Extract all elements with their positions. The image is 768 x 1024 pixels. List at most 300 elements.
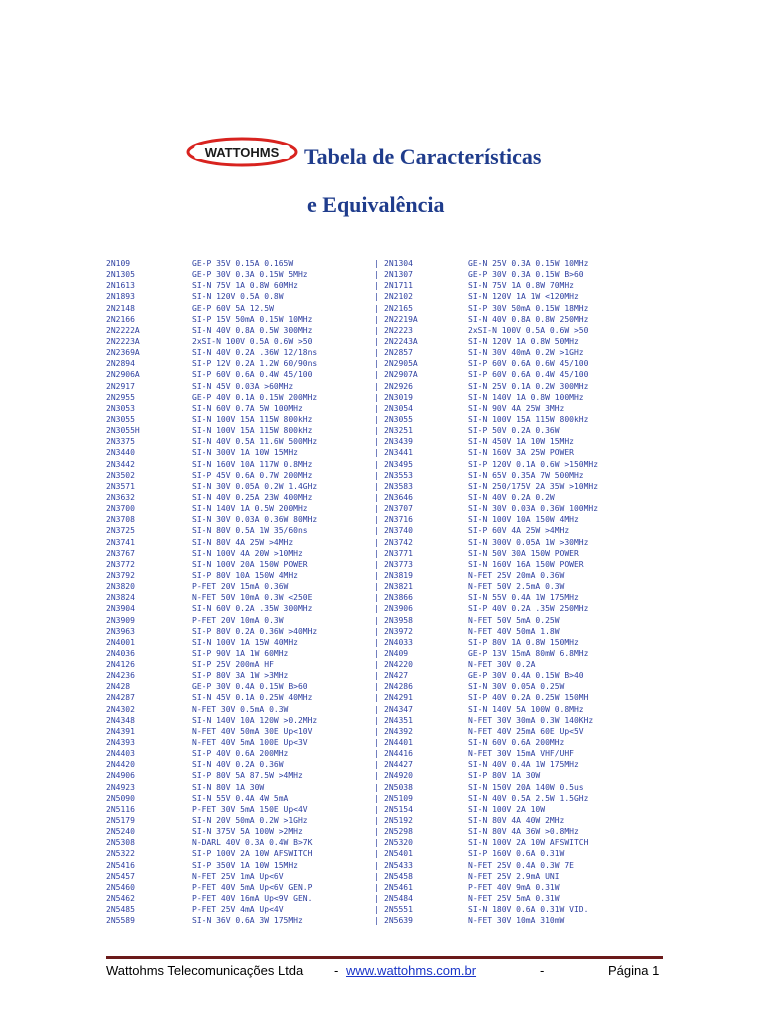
part-description: SI-N 30V 40mA 0.2W >1GHz: [468, 348, 584, 358]
part-code: 2N3772: [106, 559, 135, 569]
part-code: 2N3824: [106, 593, 135, 603]
part-description: GE-P 30V 0.4A 0.15W B>40: [468, 671, 584, 681]
part-code: 2N3725: [106, 526, 135, 536]
table-row: [106, 681, 676, 692]
part-description: P-FET 40V 16mA Up<9V GEN.: [192, 894, 313, 904]
part-code: 2N5485: [106, 905, 135, 915]
table-row: [106, 860, 676, 871]
table-row: [106, 893, 676, 904]
part-description: SI-N 60V 0.7A 5W 100MHz: [192, 403, 303, 413]
part-code: 2N3055: [384, 414, 413, 424]
column-separator: |: [374, 359, 379, 369]
table-row: [106, 648, 676, 659]
part-code: 2N2165: [384, 303, 413, 313]
column-separator: |: [374, 738, 379, 748]
table-row: [106, 347, 676, 358]
part-description: SI-N 45V 0.03A >60MHz: [192, 381, 294, 391]
part-description: SI-N 60V 0.2A .35W 300MHz: [192, 604, 313, 614]
part-description: SI-N 100V 15A 115W 800kHz: [192, 426, 313, 436]
table-row: [106, 871, 676, 882]
table-row: [106, 804, 676, 815]
column-separator: |: [374, 292, 379, 302]
part-code: 2N3054: [384, 403, 413, 413]
part-code: 2N2905A: [384, 359, 418, 369]
column-separator: |: [374, 682, 379, 692]
table-row: [106, 470, 676, 481]
table-row: [106, 503, 676, 514]
part-code: 2N3700: [106, 504, 135, 514]
column-separator: |: [374, 336, 379, 346]
part-code: 2N3773: [384, 559, 413, 569]
part-code: 2N3972: [384, 626, 413, 636]
part-code: 2N3767: [106, 548, 135, 558]
table-row: [106, 559, 676, 570]
column-separator: |: [374, 671, 379, 681]
table-row: [106, 692, 676, 703]
part-code: 2N3866: [384, 593, 413, 603]
part-code: 2N4393: [106, 738, 135, 748]
part-code: 2N3958: [384, 615, 413, 625]
part-description: SI-N 100V 10A 150W 4MHz: [468, 515, 579, 525]
part-description: SI-N 120V 0.5A 0.8W: [192, 292, 284, 302]
part-code: 2N2857: [384, 348, 413, 358]
table-row: [106, 581, 676, 592]
part-description: SI-N 50V 30A 150W POWER: [468, 548, 579, 558]
part-code: 2N1613: [106, 281, 135, 291]
part-description: SI-N 140V 1A 0.8W 100MHz: [468, 392, 584, 402]
part-code: 2N3053: [106, 403, 135, 413]
part-code: 2N3441: [384, 448, 413, 458]
part-code: 2N3904: [106, 604, 135, 614]
part-description: P-FET 20V 15mA 0.36W: [192, 582, 289, 592]
part-description: SI-N 65V 0.35A 7W 500MHz: [468, 470, 584, 480]
footer-website-link[interactable]: www.wattohms.com.br: [346, 963, 477, 978]
part-description: SI-N 20V 50mA 0.2W >1GHz: [192, 816, 308, 826]
part-code: 2N1307: [384, 270, 413, 280]
column-separator: |: [374, 782, 379, 792]
part-code: 2N5484: [384, 894, 413, 904]
part-description: SI-N 30V 0.05A 0.25W: [468, 682, 565, 692]
part-code: 2N3251: [384, 426, 413, 436]
part-code: 2N3742: [384, 537, 413, 547]
table-row: [106, 425, 676, 436]
part-code: 2N3708: [106, 515, 135, 525]
table-row: [106, 358, 676, 369]
column-separator: |: [374, 437, 379, 447]
footer-page-number: Página 1: [608, 963, 660, 978]
table-row: [106, 915, 676, 926]
column-separator: |: [374, 816, 379, 826]
table-row: [106, 826, 676, 837]
part-description: N-DARL 40V 0.3A 0.4W B>7K: [192, 838, 313, 848]
column-separator: |: [374, 871, 379, 881]
part-description: N-FET 30V 0.2A: [468, 660, 536, 670]
table-row: [106, 748, 676, 759]
part-code: 2N3716: [384, 515, 413, 525]
part-code: 2N3821: [384, 582, 413, 592]
part-description: GE-N 25V 0.3A 0.15W 10MHz: [468, 259, 589, 268]
part-description: SI-P 80V 10A 150W 4MHz: [192, 570, 298, 580]
column-separator: |: [374, 849, 379, 859]
column-separator: |: [374, 626, 379, 636]
part-code: 2N3440: [106, 448, 135, 458]
part-description: SI-P 120V 0.1A 0.6W >150MHz: [468, 459, 599, 469]
part-code: 2N3502: [106, 470, 135, 480]
table-row: [106, 303, 676, 314]
table-row: [106, 770, 676, 781]
table-row: [106, 447, 676, 458]
part-code: 2N4391: [106, 726, 135, 736]
table-row: [106, 704, 676, 715]
table-row: [106, 759, 676, 770]
part-description: SI-P 350V 1A 10W 15MHz: [192, 860, 298, 870]
part-code: 2N5090: [106, 793, 135, 803]
part-description: SI-N 375V 5A 100W >2MHz: [192, 827, 303, 837]
table-row: [106, 837, 676, 848]
part-description: P-FET 30V 5mA 150E Up<4V: [192, 804, 308, 814]
table-row: [106, 904, 676, 915]
part-code: 2N5457: [106, 871, 135, 881]
page-title-line1: Tabela de Características: [304, 144, 542, 169]
part-description: N-FET 30V 10mA 310mW: [468, 916, 565, 926]
column-separator: |: [374, 582, 379, 592]
column-separator: |: [374, 860, 379, 870]
part-description: SI-N 75V 1A 0.8W 70MHz: [468, 281, 574, 291]
part-code: 2N2926: [384, 381, 413, 391]
part-description: GE-P 13V 15mA 80mW 6.8MHz: [468, 648, 589, 658]
part-description: SI-N 160V 3A 25W POWER: [468, 448, 574, 458]
part-code: 2N2955: [106, 392, 135, 402]
table-row: [106, 525, 676, 536]
logo-text: WATTOHMS: [204, 145, 280, 160]
column-separator: |: [374, 270, 379, 280]
footer-separator: -: [540, 963, 545, 978]
part-code: 2N4302: [106, 704, 135, 714]
table-row: [106, 481, 676, 492]
part-code: 2N2166: [106, 314, 135, 324]
part-code: 2N1304: [384, 259, 413, 268]
part-description: N-FET 25V 5mA 0.31W: [468, 894, 560, 904]
part-description: SI-N 100V 15A 115W 800kHz: [468, 414, 589, 424]
part-code: 2N5460: [106, 882, 135, 892]
part-code: 2N5038: [384, 782, 413, 792]
part-description: N-FET 50V 5mA 0.25W: [468, 615, 560, 625]
part-code: 2N4236: [106, 671, 135, 681]
part-description: SI-N 36V 0.6A 3W 175MHz: [192, 916, 303, 926]
table-row: [106, 726, 676, 737]
part-code: 2N5116: [106, 804, 135, 814]
column-separator: |: [374, 693, 379, 703]
part-code: 2N5240: [106, 827, 135, 837]
part-code: 2N5322: [106, 849, 135, 859]
part-description: SI-P 30V 50mA 0.15W 18MHz: [468, 303, 589, 313]
column-separator: |: [374, 259, 379, 268]
column-separator: |: [374, 827, 379, 837]
part-code: 2N5462: [106, 894, 135, 904]
part-description: SI-P 80V 0.2A 0.36W >40MHz: [192, 626, 318, 636]
part-description: SI-N 40V 0.2A .36W 12/18ns: [192, 348, 318, 358]
part-description: SI-N 100V 20A 150W POWER: [192, 559, 308, 569]
table-row: [106, 392, 676, 403]
column-separator: |: [374, 515, 379, 525]
part-description: SI-P 60V 0.6A 0.4W 45/100: [468, 370, 589, 380]
table-row: [106, 381, 676, 392]
column-separator: |: [374, 905, 379, 915]
part-code: 2N3820: [106, 582, 135, 592]
part-description: N-FET 30V 0.5mA 0.3W: [192, 704, 289, 714]
column-separator: |: [374, 325, 379, 335]
part-code: 2N409: [384, 648, 409, 658]
part-description: SI-N 40V 0.8A 0.8W 250MHz: [468, 314, 589, 324]
part-description: SI-P 160V 0.6A 0.31W: [468, 849, 565, 859]
column-separator: |: [374, 381, 379, 391]
table-row: [106, 403, 676, 414]
part-code: 2N5589: [106, 916, 135, 926]
part-description: SI-N 80V 4A 25W >4MHz: [192, 537, 294, 547]
part-description: SI-N 80V 4A 36W >0.8MHz: [468, 827, 579, 837]
column-separator: |: [374, 504, 379, 514]
part-code: 2N4420: [106, 760, 135, 770]
part-code: 2N3439: [384, 437, 413, 447]
part-code: 2N428: [106, 682, 131, 692]
page-title-line2: e Equivalência: [307, 192, 445, 217]
column-separator: |: [374, 704, 379, 714]
part-description: SI-N 40V 0.4A 1W 175MHz: [468, 760, 579, 770]
part-description: N-FET 40V 50mA 1.8W: [468, 626, 560, 636]
part-code: 2N3495: [384, 459, 413, 469]
part-description: SI-N 100V 15A 115W 800kHz: [192, 414, 313, 424]
part-code: 2N3019: [384, 392, 413, 402]
part-description: SI-P 80V 5A 87.5W >4MHz: [192, 771, 303, 781]
part-description: SI-N 40V 0.25A 23W 400MHz: [192, 492, 313, 502]
column-separator: |: [374, 570, 379, 580]
part-description: N-FET 25V 2.9mA UNI: [468, 871, 560, 881]
part-description: GE-P 40V 0.1A 0.15W 200MHz: [192, 392, 318, 402]
table-row: [106, 548, 676, 559]
table-row: [106, 314, 676, 325]
part-description: SI-P 80V 1A 30W: [468, 771, 541, 781]
table-row: [106, 592, 676, 603]
part-code: 2N3741: [106, 537, 135, 547]
part-code: 2N5401: [384, 849, 413, 859]
part-code: 2N2102: [384, 292, 413, 302]
part-code: 2N3375: [106, 437, 135, 447]
column-separator: |: [374, 403, 379, 413]
part-description: SI-N 450V 1A 10W 15MHz: [468, 437, 574, 447]
part-code: 2N5461: [384, 882, 413, 892]
column-separator: |: [374, 838, 379, 848]
part-description: N-FET 50V 10mA 0.3W <250E: [192, 593, 313, 603]
table-row: [106, 280, 676, 291]
part-code: 2N5551: [384, 905, 413, 915]
part-description: SI-N 75V 1A 0.8W 60MHz: [192, 281, 298, 291]
table-row: [106, 291, 676, 302]
part-code: 2N5109: [384, 793, 413, 803]
part-description: P-FET 40V 9mA 0.31W: [468, 882, 560, 892]
part-description: SI-P 40V 0.2A 0.25W 150MH: [468, 693, 589, 703]
column-separator: |: [374, 604, 379, 614]
part-description: SI-N 100V 2A 10W: [468, 804, 546, 814]
part-code: 2N3792: [106, 570, 135, 580]
part-description: SI-N 60V 0.6A 200MHz: [468, 738, 565, 748]
column-separator: |: [374, 637, 379, 647]
column-separator: |: [374, 426, 379, 436]
part-code: 2N2907A: [384, 370, 418, 380]
part-description: 2xSI-N 100V 0.5A 0.6W >50: [192, 336, 313, 346]
part-description: 2xSI-N 100V 0.5A 0.6W >50: [468, 325, 589, 335]
part-code: 2N5433: [384, 860, 413, 870]
table-row: [106, 336, 676, 347]
part-code: 2N1711: [384, 281, 413, 291]
column-separator: |: [374, 726, 379, 736]
table-row: [106, 715, 676, 726]
part-description: SI-P 50V 0.2A 0.36W: [468, 426, 560, 436]
part-code: 2N2243A: [384, 336, 418, 346]
column-separator: |: [374, 526, 379, 536]
part-description: SI-P 40V 0.2A .35W 250MHz: [468, 604, 589, 614]
part-description: SI-P 45V 0.6A 0.7W 200MHz: [192, 470, 313, 480]
part-description: SI-N 300V 1A 10W 15MHz: [192, 448, 298, 458]
table-row: [106, 782, 676, 793]
part-code: 2N3583: [384, 481, 413, 491]
part-code: 2N4287: [106, 693, 135, 703]
part-code: 2N1893: [106, 292, 135, 302]
part-code: 2N5458: [384, 871, 413, 881]
table-row: [106, 537, 676, 548]
column-separator: |: [374, 414, 379, 424]
part-description: N-FET 25V 20mA 0.36W: [468, 570, 565, 580]
part-code: 2N5308: [106, 838, 135, 848]
part-description: SI-P 80V 1A 0.8W 150MHz: [468, 637, 579, 647]
part-code: 2N3819: [384, 570, 413, 580]
column-separator: |: [374, 281, 379, 291]
part-description: SI-N 80V 1A 30W: [192, 782, 265, 792]
part-description: GE-P 60V 5A 12.5W: [192, 303, 274, 313]
column-separator: |: [374, 804, 379, 814]
table-row: [106, 737, 676, 748]
column-separator: |: [374, 392, 379, 402]
column-separator: |: [374, 548, 379, 558]
part-code: 2N2223A: [106, 336, 140, 346]
column-separator: |: [374, 448, 379, 458]
column-separator: |: [374, 648, 379, 658]
part-code: 2N4920: [384, 771, 413, 781]
column-separator: |: [374, 660, 379, 670]
part-description: SI-N 80V 0.5A 1W 35/60ns: [192, 526, 308, 536]
table-row: [106, 626, 676, 637]
part-description: SI-P 60V 0.6A 0.4W 45/100: [192, 370, 313, 380]
part-description: N-FET 50V 2.5mA 0.3W: [468, 582, 565, 592]
part-description: SI-P 60V 0.6A 0.6W 45/100: [468, 359, 589, 369]
part-code: 2N2369A: [106, 348, 140, 358]
wattohms-logo: [186, 137, 298, 167]
part-code: 2N4347: [384, 704, 413, 714]
part-code: 2N3571: [106, 481, 135, 491]
part-description: SI-N 120V 1A 1W <120MHz: [468, 292, 579, 302]
part-description: SI-P 12V 0.2A 1.2W 60/90ns: [192, 359, 318, 369]
part-code: 2N4392: [384, 726, 413, 736]
table-row: [106, 848, 676, 859]
column-separator: |: [374, 537, 379, 547]
part-code: 2N4416: [384, 749, 413, 759]
part-description: SI-N 150V 20A 140W 0.5us: [468, 782, 584, 792]
part-code: 2N109: [106, 259, 131, 268]
part-description: SI-N 140V 10A 120W >0.2MHz: [192, 715, 318, 725]
part-description: SI-N 40V 0.2A 0.36W: [192, 760, 284, 770]
part-description: SI-N 100V 4A 20W >10MHz: [192, 548, 303, 558]
part-code: 2N4291: [384, 693, 413, 703]
table-row: [106, 882, 676, 893]
part-code: 2N1305: [106, 270, 135, 280]
table-row: [106, 570, 676, 581]
part-description: SI-N 80V 4A 40W 2MHz: [468, 816, 565, 826]
column-separator: |: [374, 348, 379, 358]
part-code: 2N4036: [106, 648, 135, 658]
part-code: 2N427: [384, 671, 409, 681]
column-separator: |: [374, 771, 379, 781]
part-code: 2N5416: [106, 860, 135, 870]
part-description: SI-N 40V 0.5A 11.6W 500MHz: [192, 437, 318, 447]
part-description: SI-N 250/175V 2A 35W >10MHz: [468, 481, 599, 491]
part-code: 2N4351: [384, 715, 413, 725]
part-code: 2N3707: [384, 504, 413, 514]
part-description: N-FET 40V 5mA 100E Up<3V: [192, 738, 308, 748]
table-row: [106, 258, 676, 269]
part-description: SI-N 100V 1A 15W 40MHz: [192, 637, 298, 647]
part-code: 2N3906: [384, 604, 413, 614]
column-separator: |: [374, 314, 379, 324]
table-row: [106, 492, 676, 503]
part-code: 2N4427: [384, 760, 413, 770]
part-code: 2N3771: [384, 548, 413, 558]
column-separator: |: [374, 370, 379, 380]
table-row: [106, 793, 676, 804]
part-code: 2N3632: [106, 492, 135, 502]
part-code: 2N2222A: [106, 325, 140, 335]
part-code: 2N4348: [106, 715, 135, 725]
table-row: [106, 269, 676, 280]
part-description: N-FET 30V 15mA VHF/UHF: [468, 749, 574, 759]
part-description: SI-N 30V 0.03A 0.36W 80MHz: [192, 515, 318, 525]
part-code: 2N3909: [106, 615, 135, 625]
part-code: 2N5639: [384, 916, 413, 926]
part-code: 2N4401: [384, 738, 413, 748]
table-row: [106, 659, 676, 670]
part-code: 2N2148: [106, 303, 135, 313]
part-description: SI-N 120V 1A 0.8W 50MHz: [468, 336, 579, 346]
part-description: N-FET 25V 0.4A 0.3W 7E: [468, 860, 574, 870]
footer-company: Wattohms Telecomunicações Ltda: [106, 963, 304, 978]
part-description: SI-N 30V 0.05A 0.2W 1.4GHz: [192, 481, 318, 491]
part-description: GE-P 35V 0.15A 0.165W: [192, 259, 294, 268]
part-code: 2N2917: [106, 381, 135, 391]
part-description: GE-P 30V 0.3A 0.15W 5MHz: [192, 270, 308, 280]
part-code: 2N5320: [384, 838, 413, 848]
column-separator: |: [374, 916, 379, 926]
part-description: SI-P 90V 1A 1W 60MHz: [192, 648, 289, 658]
part-code: 2N4033: [384, 637, 413, 647]
part-description: SI-P 80V 3A 1W >3MHz: [192, 671, 289, 681]
part-description: SI-N 25V 0.1A 0.2W 300MHz: [468, 381, 589, 391]
part-description: SI-N 40V 0.2A 0.2W: [468, 492, 555, 502]
part-description: SI-N 55V 0.4A 4W 5mA: [192, 793, 289, 803]
column-separator: |: [374, 459, 379, 469]
part-code: 2N4126: [106, 660, 135, 670]
column-separator: |: [374, 492, 379, 502]
column-separator: |: [374, 793, 379, 803]
part-code: 2N2223: [384, 325, 413, 335]
column-separator: |: [374, 559, 379, 569]
